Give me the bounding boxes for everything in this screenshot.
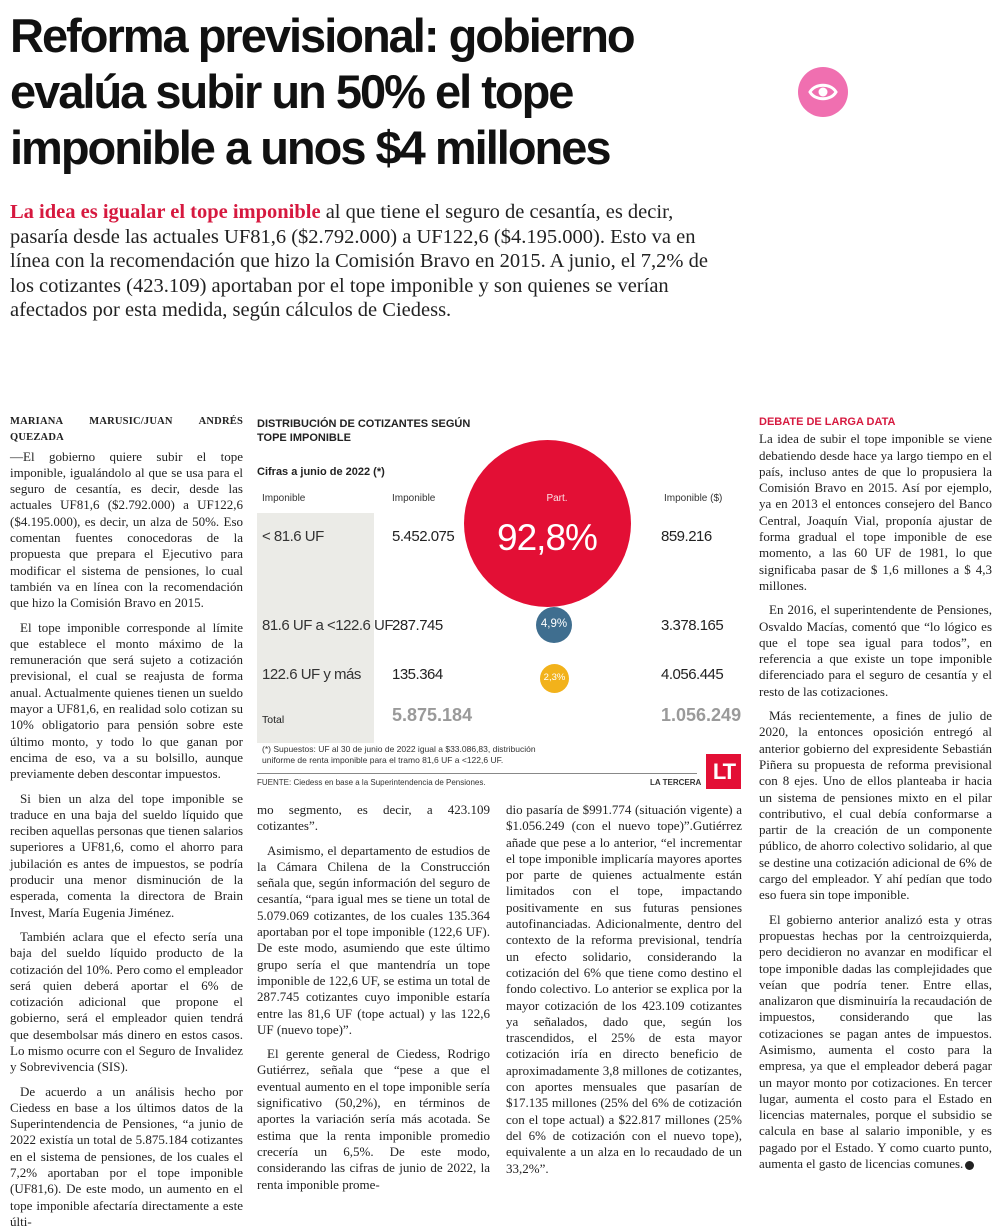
column-header-share: Part. bbox=[546, 493, 568, 504]
row-count: 287.745 bbox=[392, 617, 443, 634]
infographic-source: FUENTE: Ciedess en base a la Superintendencia de Pensiones. bbox=[257, 778, 486, 787]
row-count: 5.452.075 bbox=[392, 528, 455, 545]
headline: Reforma previsional: gobierno evalúa subir un 50% el tope imponible a unos $4 millones bbox=[10, 9, 634, 174]
row-range: 81.6 UF a <122.6 UF bbox=[262, 617, 393, 634]
infographic-footnote: (*) Supuestos: UF al 30 de junio de 2022 igual a $33.086,83, distribución uniforme de renta imponible para el tramo 81,6 UF a <122,6 UF. bbox=[262, 744, 536, 765]
sidebar-heading: DEBATE DE LARGA DATA bbox=[759, 416, 896, 428]
row-amount: 4.056.445 bbox=[661, 666, 724, 683]
sidebar-column bbox=[759, 414, 992, 1172]
paragraph: Asimismo, el departamento de estudios de la Cámara Chilena de la Construcción señala que, según información del seguro de cesantía, “para igual mes se tiene un total de 5.079.069 cotizantes, de los cuales 135.364 aportaban por el tope imponible (122,6 UF). De este modo, asumiendo que este último grupo sería el que mantendría un tope imponible de 122,6 UF, se estima un total de 287.745 cotizantes cuyo imponible estaría entre las 81,6 UF (tope actual) y las 122,6 UF (nuevo tope)”. bbox=[257, 842, 490, 1037]
paragraph: Más recientemente, a fines de julio de 2020, la entonces oposición entregó al anterior gobierno del expresidente Sebastián Piñera su propuesta de reforma previsional con 8 ejes. Uno de ellos planteaba ir hacia un sistema de pensiones mixto en el pilar contributivo, el cual debía conformarse a partir de la creación de un componente público, de ahorro colectivo solidario, al que se destine una cotización adicional de 6% de cargo del empleador. Y ahí pedían que todo eso fuera sin tope imponible. bbox=[759, 708, 992, 903]
eye-icon[interactable] bbox=[798, 67, 848, 117]
total-amount: 1.056.249 bbox=[661, 705, 742, 725]
paragraph: La idea de subir el tope imponible se viene debatiendo desde hace ya largo tiempo en el país, incluso antes de que lo propusiera la Comisión Bravo en 2015. Así por ejemplo, ya en 2013 el entonces consejero del Banco Central, Joaquín Vial, proponía ajustar de forma gradual el tope imponible de ese momento, a las 60 UF de 1981, lo que significaba pasar de $ 1,6 millones a $ 4,3 millones. bbox=[759, 431, 992, 593]
row-count: 135.364 bbox=[392, 666, 443, 683]
divider bbox=[257, 773, 697, 774]
article-column-3 bbox=[506, 802, 742, 1177]
paragraph: Si bien un alza del tope imponible se traduce en una baja del sueldo líquido que reciben aquellas personas que tienen salarios superiores a UF81,6, como el ahorro para jubilación es antes de impuestos, se podría producir una menor disminución de la esperada, comenta la directora de Brain Invest, María Eugenia Jiménez. bbox=[10, 790, 243, 920]
column-header-count: Imponible bbox=[392, 493, 436, 504]
paragraph: El gerente general de Ciedess, Rodrigo Gutiérrez, señala que “pese a que el eventual aumento en el tope imponible sería significativo (50,2%), en términos de aportes la variación sería más acotada. Se estima que la renta imponible promedio crecería un 6,5%. De este modo, considerando las cifras de junio de 2022, la renta imponible prome- bbox=[257, 1046, 490, 1192]
infographic bbox=[257, 414, 743, 794]
row-amount: 859.216 bbox=[661, 528, 712, 545]
paragraph: En 2016, el superintendente de Pensiones, Osvaldo Macías, comentó que “lo lógico es que el tope sea igual para todos”, en referencia a que existe un tope imponible diferenciado para el seguro de cesantía y el resto de las cotizaciones. bbox=[759, 602, 992, 699]
row-share: 2,3% bbox=[543, 672, 566, 683]
infographic-title: DISTRIBUCIÓN DE COTIZANTES SEGÚN TOPE IMPONIBLE bbox=[257, 418, 471, 444]
paragraph: —El gobierno quiere subir el tope imponible, igualándolo al que se usa para el seguro de cesantía, es decir, desde las actuales UF81,6 ($2.792.000) a UF122,6 ($4.195.000), es decir, un alza de 50%. Eso comentan fuentes conocedoras de la propuesta que prepara el Ejecutivo para modificar el sistema de pensiones, lo cual también va en línea con la recomendación que hizo la Comisión Bravo en 2015. bbox=[10, 448, 243, 611]
paragraph-text: El gobierno anterior analizó esta y otras propuestas hechas por la centroizquierda, pero decidieron no avanzar en modificar el tope imponible dadas las complejidades que veían que podría tener. Entre ellas, analizaron que disminuiría la recaudación de impuestos, considerando que las cotizaciones se pagan antes de impuestos. Asimismo, aumenta el costo para la empresa, ya que el empleador deberá pagar un mayor monto por cotizaciones. En tercer lugar, aumenta el costo para el Estado en licencias maternales, porque el subsidio se calcula en base al salario imponible, y es pagado por el Estado. Y como cuarto punto, aumenta el gasto de licencias comunes. bbox=[759, 911, 992, 1172]
article-column-2 bbox=[257, 802, 490, 1193]
total-count: 5.875.184 bbox=[392, 705, 473, 725]
end-mark-icon bbox=[965, 1161, 974, 1170]
infographic-subtitle: Cifras a junio de 2022 (*) bbox=[257, 466, 385, 478]
paragraph: También aclara que el efecto sería una baja del sueldo líquido producto de la cotización del 10%. Pero como el empleador será quien deberá aportar el 6% de cotización adicional que propone el gobierno, será el empleador quien tendrá que desembolsar más dinero en estos casos. Lo mismo ocurre con el Seguro de Invalidez y Sobrevivencia (SIS). bbox=[10, 928, 243, 1075]
brand-name: LA TERCERA bbox=[650, 778, 702, 787]
row-range: 122.6 UF y más bbox=[262, 666, 361, 683]
byline: MARIANA MARUSIC/JUAN ANDRÉS QUEZADA bbox=[10, 416, 243, 444]
column-header-amount: Imponible ($) bbox=[664, 493, 723, 504]
paragraph bbox=[759, 912, 992, 1173]
lede-highlight: La idea es igualar el tope imponible bbox=[10, 201, 321, 223]
column-header-range: Imponible bbox=[262, 493, 306, 504]
row-share: 92,8% bbox=[497, 517, 597, 558]
lt-logo: LT bbox=[706, 754, 741, 789]
total-label: Total bbox=[262, 714, 285, 726]
lede-paragraph bbox=[10, 200, 730, 323]
lede-text: al que tiene el seguro de cesantía, es decir, pasaría desde las actuales UF81,6 ($2.792.000) a UF122,6 ($4.195.000). Esto va en línea con la recomendación que hizo la Comisión Bravo en 2015. A junio, el 7,2% de los cotizantes (423.109) aportaban por el tope imponible y son quienes se verían afectados por esta medida, según cálculos de Ciedess. bbox=[10, 201, 708, 321]
paragraph: dio pasaría de $991.774 (situación vigente) a $1.056.249 (con el nuevo tope)”.Gutiérrez añade que pese a lo anterior, “el incrementar el tope imponible implicaría mayores aportes por parte de quienes actualmente están limitados con el tope, impactando positivamente en sus futuras pensiones autofinanciadas. Adicionalmente, dentro del contexto de la reforma previsional, tendría un efecto solidario, considerando la cotización del 6% que tiene como destino el fondo colectivo. Lo anterior se explica por la mayor cotización de los 423.109 cotizantes ya señalados, dado que, según los trascendidos, el 25% de esta mayor cotización iría en directo beneficio de aproximadamente 3,8 millones de cotizantes, con aportes mensuales que pasarían de $17.135 millones (25% del 6% de cotización con el tope actual) a $22.817 millones (25% del 6% de cotización con el nuevo tope), equivalente a un alza en lo recaudado de un 33,2%”. bbox=[506, 802, 742, 1176]
paragraph: El tope imponible corresponde al límite que establece el monto máximo de la remuneración que será sujeto a cotización previsional, el cual se reajusta de forma anual. Actualmente quienes tienen un sueldo mayor a UF81,6, en realidad solo cotizan su 10% obligatorio para pensión sobre este último monto, y todo lo que ganan por encima de eso, va a su bolsillo, aunque previamente deben descontar impuestos. bbox=[10, 619, 243, 782]
row-share: 4,9% bbox=[540, 618, 568, 630]
article-column-1 bbox=[10, 414, 243, 1230]
paragraph: mo segmento, es decir, a 423.109 cotizantes”. bbox=[257, 802, 490, 834]
row-amount: 3.378.165 bbox=[661, 617, 724, 634]
row-range: < 81.6 UF bbox=[262, 528, 324, 545]
paragraph: De acuerdo a un análisis hecho por Ciedess en base a los últimos datos de la Superintendencia de Pensiones, “a junio de 2022 existía un total de 5.875.184 cotizantes en el sistema de pensiones, de los cuales el 7,2% aportaban por el tope imponible (UF81,6). De este modo, un aumento en el tope imponible afectaría directamente a este últi- bbox=[10, 1083, 243, 1229]
